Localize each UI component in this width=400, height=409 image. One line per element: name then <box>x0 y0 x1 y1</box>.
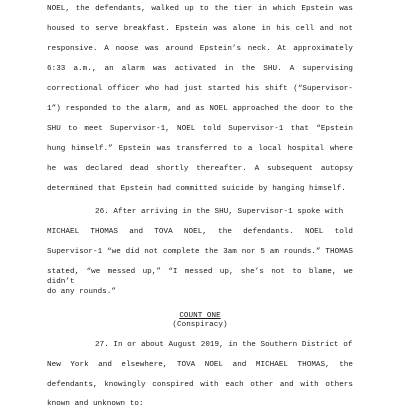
text-line: he was declared dead shortly thereafter. A subsequent autopsy <box>47 165 353 173</box>
text-line: 1”) responded to the alarm, and as NOEL approached the door to the <box>47 105 353 113</box>
text-line: housed to serve breakfast. Epstein was alone in his cell and not <box>47 25 353 33</box>
text-line: correctional officer who had just started his shift (“Supervisor- <box>47 85 353 93</box>
text-line: stated, “we messed up,” “I messed up, she’s not to blame, we didn’t <box>47 268 353 286</box>
text-line: NOEL, the defendants, walked up to the tier in which Epstein was <box>47 5 353 13</box>
text-line: do any rounds.” <box>47 288 116 296</box>
text-line: defendants, knowingly conspired with each other and with others <box>47 381 353 389</box>
text-line: responsive. A noose was around Epstein’s neck. At approximately <box>47 45 353 53</box>
paragraph-27-first-line: 27. In or about August 2019, in the Southern District of <box>95 341 353 349</box>
count-heading-subtitle: (Conspiracy) <box>172 321 228 329</box>
text-line: 6:33 a.m., an alarm was activated in the SHU. A supervising <box>47 65 353 73</box>
text-line: SHU to meet Supervisor-1, NOEL told Supervisor-1 that “Epstein <box>47 125 353 133</box>
text-line: MICHAEL THOMAS and TOVA NOEL, the defendants. NOEL told <box>47 228 353 236</box>
paragraph-26-first-line: 26. After arriving in the SHU, Supervisor-1 spoke with <box>95 208 344 216</box>
text-line: Supervisor-1 “we did not complete the 3am nor 5 am rounds.” THOMAS <box>47 248 353 256</box>
text-line: hung himself.” Epstein was transferred to a local hospital where <box>47 145 353 153</box>
count-heading-title: COUNT ONE <box>179 312 221 320</box>
text-line: determined that Epstein had committed suicide by hanging himself. <box>47 185 346 193</box>
text-line: known and unknown to: <box>47 400 144 408</box>
text-line: New York and elsewhere, TOVA NOEL and MICHAEL THOMAS, the <box>47 361 353 369</box>
